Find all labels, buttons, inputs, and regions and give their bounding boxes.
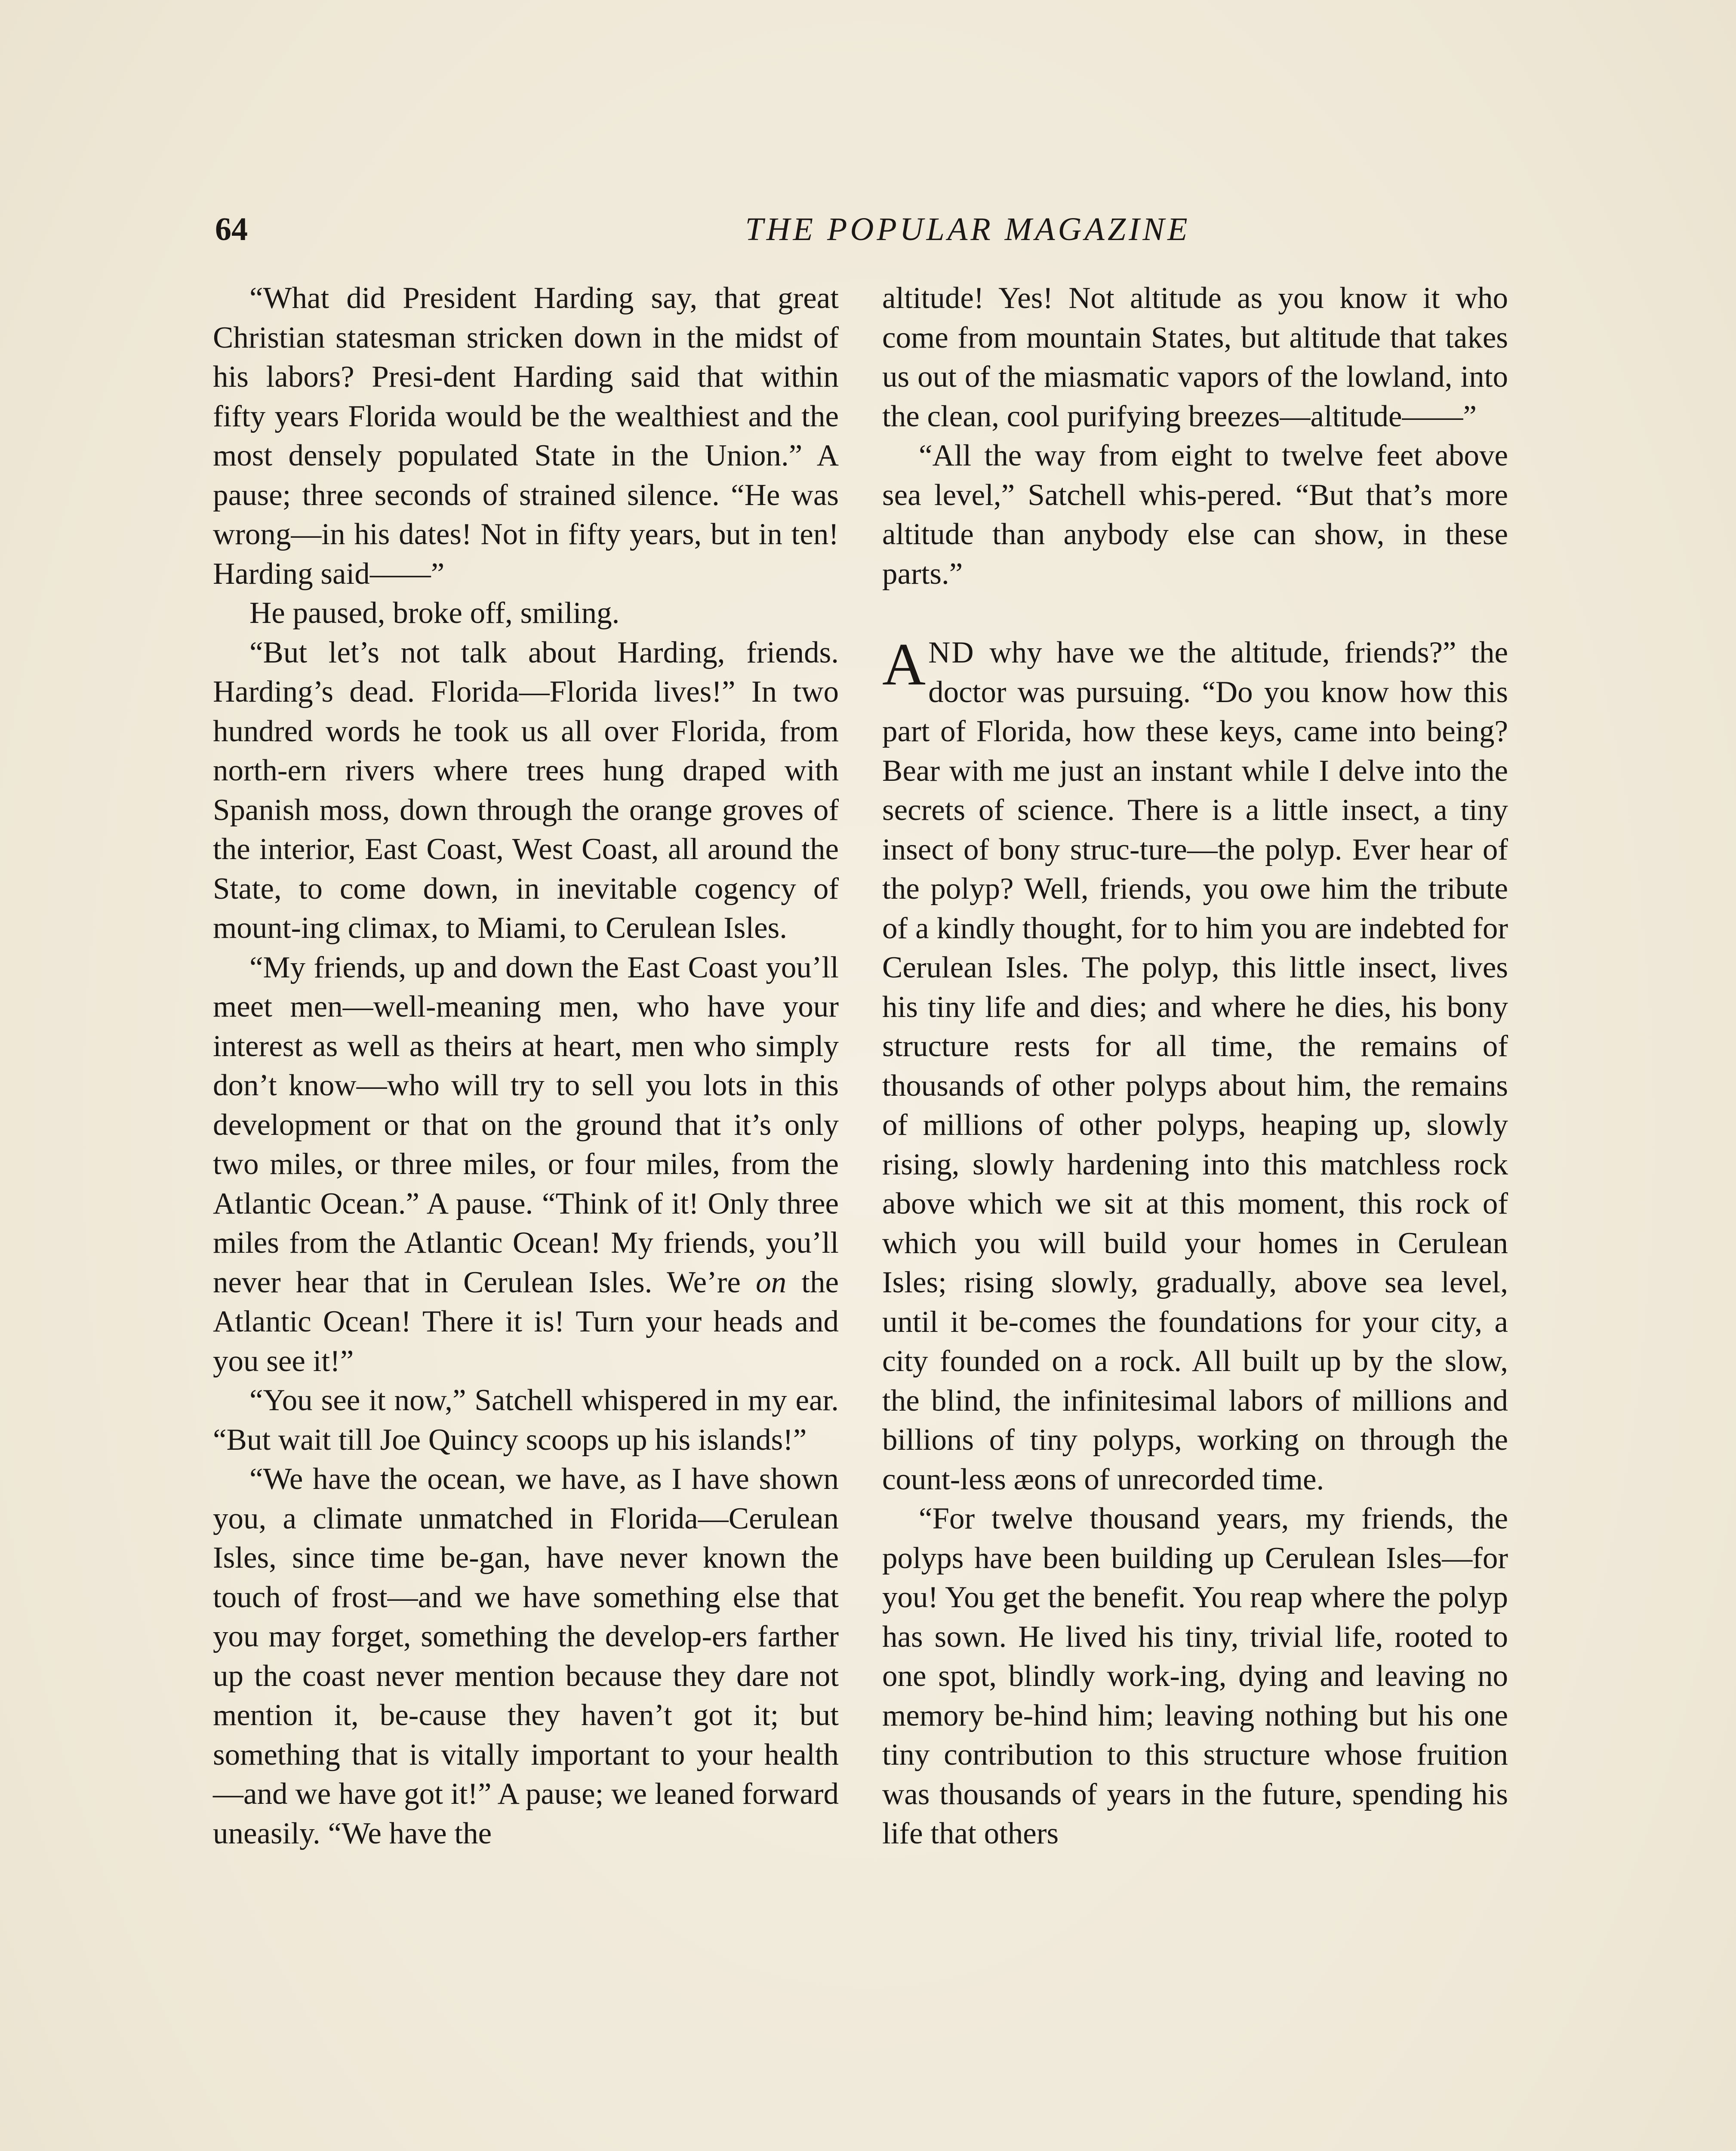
paragraph: “You see it now,” Satchell whispered in my ear. “But wait till Joe Quincy scoops up his islands!” (213, 1384, 839, 1457)
paragraph: altitude! Yes! Not altitude as you know it who come from mountain States, but altitude that takes us out of the miasmatic vapors of the lowland, into the clean, cool purifying breezes—altitude——” (882, 281, 1508, 433)
drop-cap: A (882, 631, 926, 698)
section-opening-paragraph (882, 633, 1508, 1499)
paragraph: “But let’s not talk about Harding, friends. Harding’s dead. Florida—Florida lives!” In two hundred words he took us all over Florida, from north-ern rivers where trees hung draped with Spanish moss, down through the orange groves of the interior, East Coast, West Coast, all around the State, to come down, in inevitable cogency of mount-ing climax, to Miami, to Cerulean Isles. (213, 635, 839, 945)
text-run: the Atlantic Ocean! There it is! Turn your heads and you see it!” (213, 1265, 839, 1378)
page-number: 64 (215, 211, 248, 247)
paragraph: “We have the ocean, we have, as I have shown you, a climate unmatched in Florida—Cerulean Isles, since time be-gan, have never known the touch of frost—and we have something else that you may forget, something the develop-ers farther up the coast never mention because they dare not mention it, be-cause they haven’t got it; but something that is vitally important to your health —and we have got it!” A pause; we leaned forward uneasily. “We have the (213, 1462, 839, 1850)
page-header (215, 206, 1505, 253)
magazine-title: THE POPULAR MAGAZINE (745, 211, 1191, 247)
small-caps-lead: ND (928, 636, 975, 669)
paragraph: “All the way from eight to twelve feet above sea level,” Satchell whis-pered. “But that’s more altitude than anybody else can show, in these parts.” (882, 439, 1508, 591)
right-column (882, 279, 1508, 1854)
paragraph (213, 948, 839, 1381)
paragraph: “For twelve thousand years, my friends, the polyps have been building up Cerulean Isles—for you! You get the benefit. You reap where the polyp has sown. He lived his tiny, trivial life, rooted to one spot, blindly work-ing, dying and leaving no memory be-hind him; leaving nothing but his one tiny contribution to this structure whose fruition was thousands of years in the future, spending his life that others (882, 1502, 1508, 1850)
italic-text: on (756, 1265, 787, 1299)
left-column (213, 279, 839, 1853)
text-run: why have we the altitude, friends?” the doctor was pursuing. “Do you know how this part of Florida, how these keys, came into being? Bear with me just an instant while I delve into the secrets of science. There is a little insect, a tiny insect of bony struc-ture—the polyp. Ever hear of the polyp? Well, friends, you owe him the tribute of a kindly thought, for to him you are indebted for Cerulean Isles. The polyp, this little insect, lives his tiny life and dies; and where he dies, his bony structure rests for all time, the remains of thousands of other polyps about him, the remains of millions of other polyps, heaping up, slowly rising, slowly hardening into this matchless rock above which we sit at this moment, this rock of which you will build your homes in Cerulean Isles; rising slowly, gradually, above sea level, until it be-comes the foundations for your city, a city founded on a rock. All built up by the slow, the blind, the infinitesimal labors of millions and billions of tiny polyps, working on through the count-less æons of unrecorded time. (882, 636, 1508, 1496)
text-run: “My friends, up and down the East Coast you’ll meet men—well-meaning men, who have your interest as well as theirs at heart, men who simply don’t know—who will try to sell you lots in this development or that on the ground that it’s only two miles, or three miles, or four miles, from the Atlantic Ocean.” A pause. “Think of it! Only three miles from the Atlantic Ocean! My friends, you’ll never hear that in Cerulean Isles. We’re (213, 950, 839, 1299)
paragraph: “What did President Harding say, that great Christian statesman stricken down in the midst of his labors? Presi-dent Harding said that within fifty years Florida would be the wealthiest and the most densely populated State in the Union.” A pause; three seconds of strained silence. “He was wrong—in his dates! Not in fifty years, but in ten! Harding said——” (213, 281, 839, 591)
paragraph: He paused, broke off, smiling. (249, 596, 620, 630)
